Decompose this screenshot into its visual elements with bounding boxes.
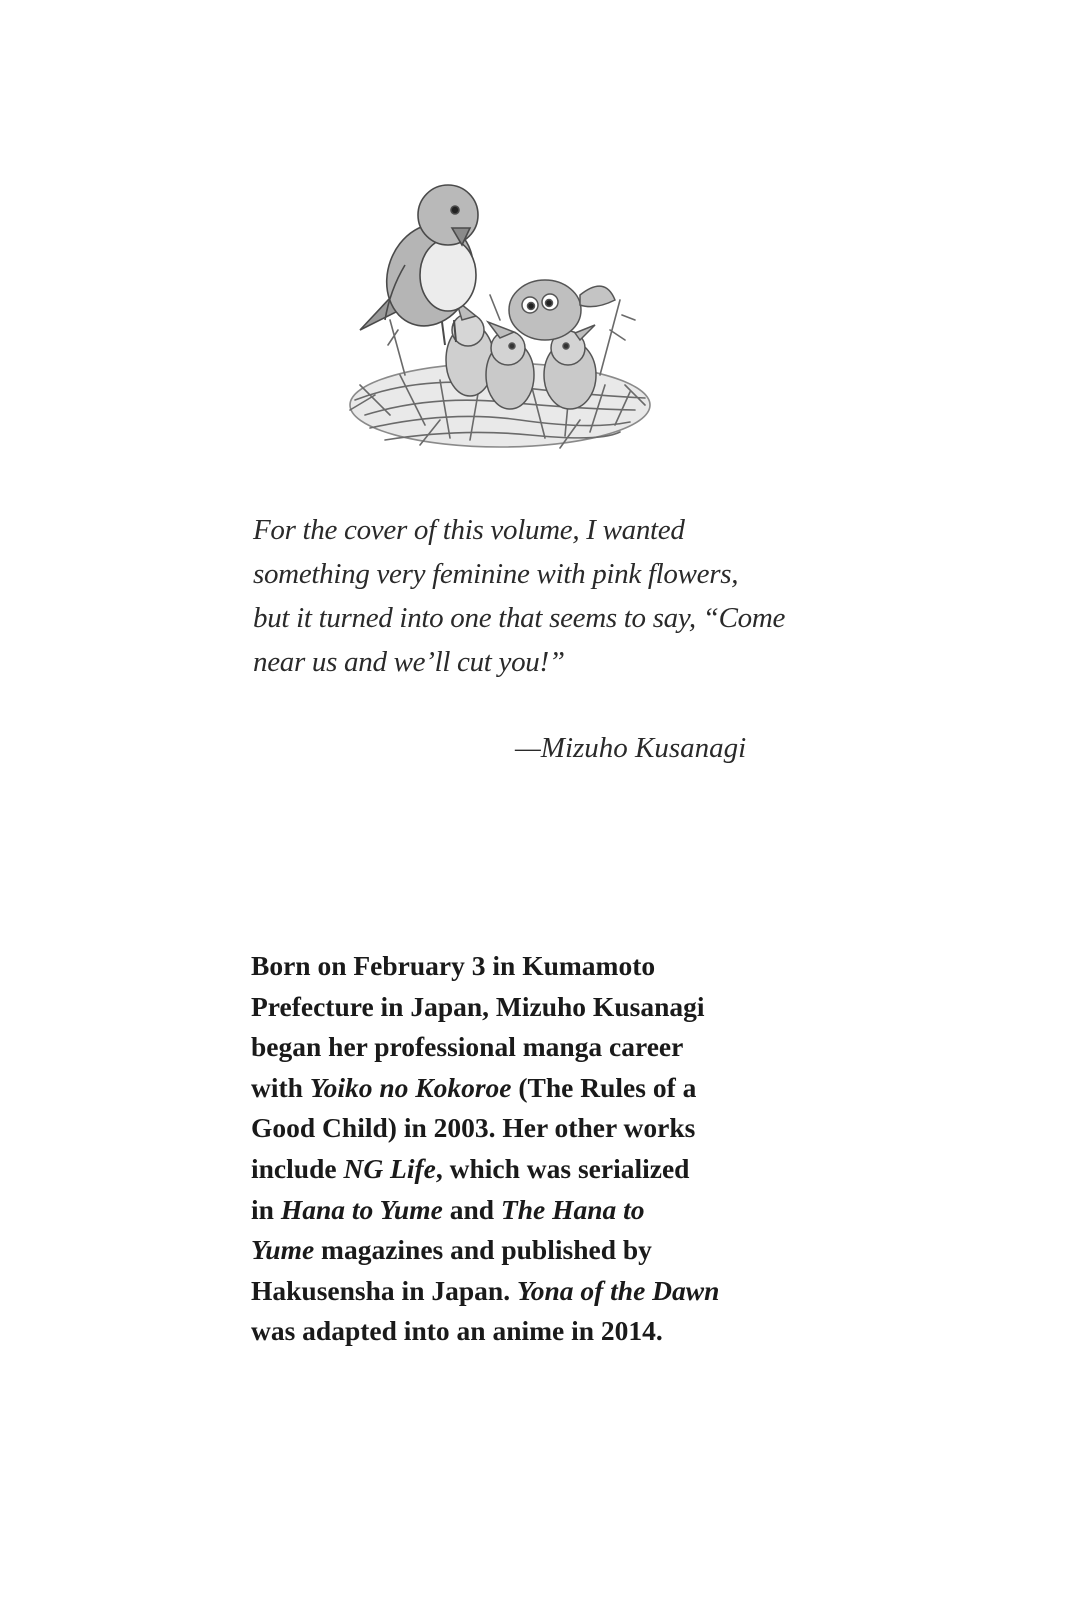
- bio-text: in: [251, 1193, 281, 1225]
- bio-line: Prefecture in Japan, Mizuho Kusanagi: [251, 990, 705, 1022]
- bio-text: and: [442, 1193, 501, 1225]
- magazine-title: Hana to Yume: [280, 1193, 443, 1225]
- bio-text: with: [251, 1071, 310, 1103]
- bio-line: [251, 1190, 811, 1231]
- bio-line: [251, 1230, 811, 1271]
- magazine-title: The Hana to: [500, 1193, 645, 1225]
- bio-line: was adapted into an anime in 2014.: [251, 1315, 663, 1347]
- bio-line: Born on February 3 in Kumamoto: [251, 950, 656, 981]
- quote-line: but it turned into one that seems to say, “Come: [253, 602, 786, 634]
- bio-text: (The Rules of a: [511, 1071, 697, 1103]
- bio-line: began her professional manga career: [251, 1031, 684, 1063]
- quote-line: For the cover of this volume, I wanted: [253, 514, 685, 546]
- bird-nest-illustration: [330, 170, 670, 470]
- bio-text: , which was serialized: [435, 1152, 690, 1184]
- work-title: NG Life: [343, 1152, 436, 1184]
- bio-text: magazines and published by: [314, 1234, 652, 1266]
- bio-text: Hakusensha in Japan.: [251, 1274, 517, 1306]
- bio-line: [251, 1271, 811, 1312]
- bio-line: [251, 1068, 811, 1109]
- work-title: Yona of the Dawn: [516, 1274, 720, 1306]
- quote-line: something very feminine with pink flowers,: [253, 558, 739, 590]
- author-quote: [253, 508, 813, 684]
- bio-text: include: [251, 1152, 344, 1184]
- work-title: Yoiko no Kokoroe: [309, 1071, 512, 1103]
- magazine-title: Yume: [251, 1234, 315, 1266]
- chicks: [446, 280, 615, 409]
- quote-signature: —Mizuho Kusanagi: [515, 732, 747, 764]
- quote-line: near us and we’ll cut you!”: [253, 646, 565, 678]
- bio-line: [251, 1149, 811, 1190]
- author-bio: [251, 946, 811, 1352]
- bio-line: Good Child) in 2003. Her other works: [251, 1112, 696, 1144]
